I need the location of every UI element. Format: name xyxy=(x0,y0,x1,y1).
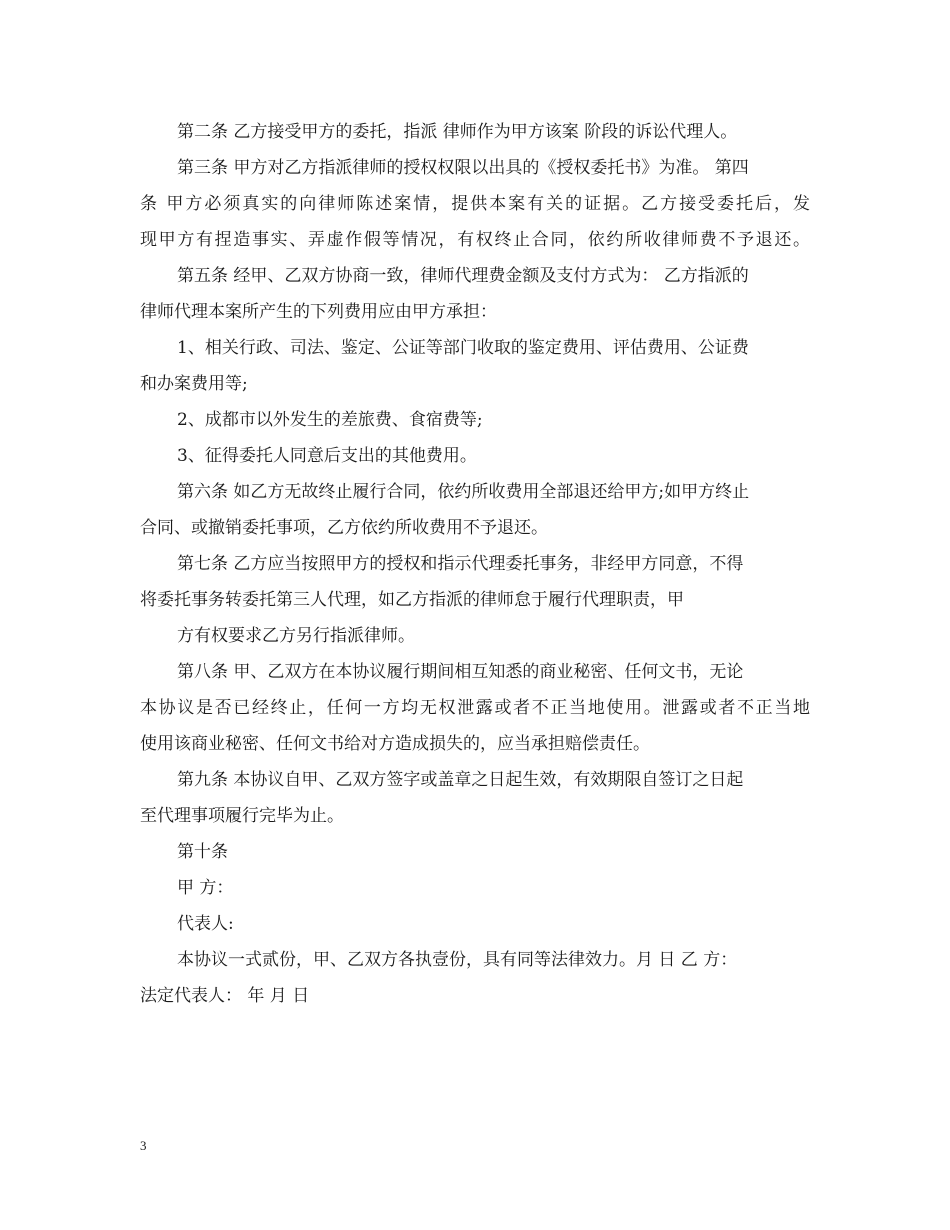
text-line: 第十条 xyxy=(177,842,228,862)
text-line: 现甲方有捏造事实、弄虚作假等情况，有权终止合同，依约所收律师费不予退还。 xyxy=(140,230,810,250)
text-line: 方有权要求乙方另行指派律师。 xyxy=(177,626,415,646)
text-line: 合同、或撤销委托事项，乙方依约所收费用不予退还。 xyxy=(140,518,548,538)
text-line: 第二条 乙方接受甲方的委托，指派 律师作为甲方该案 阶段的诉讼代理人。 xyxy=(177,122,738,142)
text-line: 将委托事务转委托第三人代理，如乙方指派的律师怠于履行代理职责，甲 xyxy=(140,590,684,610)
text-line: 第八条 甲、乙双方在本协议履行期间相互知悉的商业秘密、任何文书，无论 xyxy=(177,662,744,682)
text-line: 甲 方： xyxy=(177,878,234,898)
text-line: 本协议是否已经终止，任何一方均无权泄露或者不正当地使用。泄露或者不正当地 xyxy=(140,698,810,718)
text-line: 律师代理本案所产生的下列费用应由甲方承担： xyxy=(140,302,497,322)
text-line: 至代理事项履行完毕为止。 xyxy=(140,806,344,826)
text-line: 第五条 经甲、乙双方协商一致，律师代理费金额及支付方式为： 乙方指派的 xyxy=(177,266,749,286)
text-line: 第六条 如乙方无故终止履行合同，依约所收费用全部退还给甲方;如甲方终止 xyxy=(177,482,750,502)
document-body xyxy=(140,114,810,1014)
text-line: 代表人: xyxy=(177,914,234,934)
text-line: 3、征得委托人同意后支出的其他费用。 xyxy=(177,446,477,466)
text-line: 2、成都市以外发生的差旅费、食宿费等; xyxy=(177,410,483,430)
page-number: 3 xyxy=(140,1138,147,1153)
text-line: 和办案费用等; xyxy=(140,374,248,394)
text-line: 使用该商业秘密、任何文书给对方造成损失的，应当承担赔偿责任。 xyxy=(140,734,650,754)
text-line: 第七条 乙方应当按照甲方的授权和指示代理委托事务，非经甲方同意，不得 xyxy=(177,554,744,574)
text-line: 法定代表人： 年 月 日 xyxy=(140,986,310,1006)
text-line: 条 甲方必须真实的向律师陈述案情，提供本案有关的证据。乙方接受委托后，发 xyxy=(140,194,810,214)
text-line: 本协议一式贰份，甲、乙双方各执壹份，具有同等法律效力。月 日 乙 方： xyxy=(177,950,738,970)
text-line: 第三条 甲方对乙方指派律师的授权权限以出具的《授权委托书》为准。 第四 xyxy=(177,158,749,178)
text-line: 第九条 本协议自甲、乙双方签字或盖章之日起生效，有效期限自签订之日起 xyxy=(177,770,744,790)
text-line: 1、相关行政、司法、鉴定、公证等部门收取的鉴定费用、评估费用、公证费 xyxy=(177,338,749,358)
